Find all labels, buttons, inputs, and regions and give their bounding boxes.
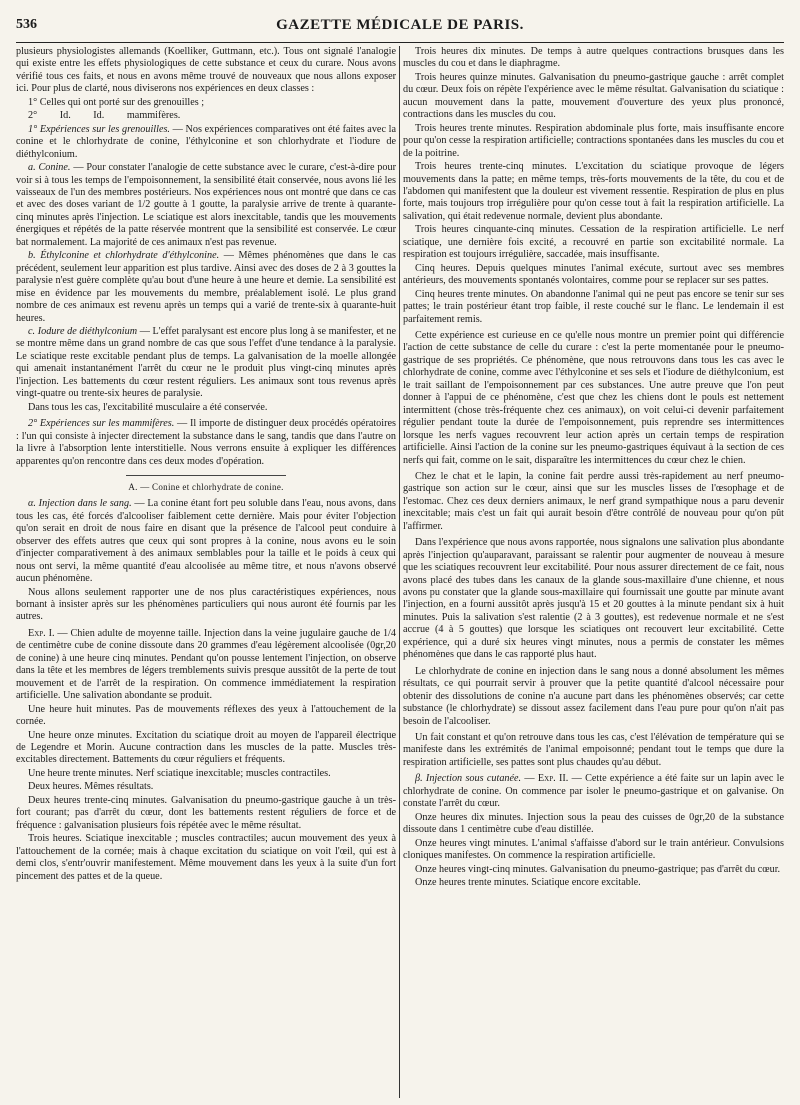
paragraph: Trois heures trente minutes. Respiration abdominale plus forte, mais insuffisante encore pour qu'on cesse la respiration artificielle; contractions spontanées dans les muscles du cou et de la poitrine.	[403, 122, 784, 159]
column-divider	[399, 46, 400, 1098]
paragraph: Une heure onze minutes. Excitation du sciatique droit au moyen de l'appareil électrique de Legendre et Morin. Aucune contraction dans les muscles de la patte. Muscles très-excitables directement. Battements du cœur réguliers et fréquents.	[16, 729, 396, 766]
right-column	[403, 46, 784, 1098]
paragraph-text: — L'effet paralysant est encore plus long à se manifester, et ne se montre même dans un grand nombre de cas que sous l'effet d'une tendance à la paralysie. Le sciatique reste excitable pendant plus de temps. La galvanisation de la moelle allongée qui amenait instantanément l'arrêt du cœur ne le produit plus vingt-cinq minutes après l'injection. Les battements du cœur restent réguliers. Les animaux sont tous revenus après vingt-quatre ou trente-six heures de paralysie.	[16, 325, 396, 400]
paragraph: Un fait constant et qu'on retrouve dans tous les cas, c'est l'élévation de température qui se manifeste dans les extrémités de l'animal empoisonné; pendant tout le temps que dure la respiration artificielle, ses pattes sont plus chaudes qu'au début.	[403, 732, 784, 768]
paragraph: Deux heures trente-cinq minutes. Galvanisation du pneumo-gastrique gauche à un très-fort courant; pas d'arrêt du cœur, dont les battements restent réguliers de force et de fréquence : galvanisation plusieurs fois répétée avec le même résultat.	[16, 794, 396, 831]
page-header	[16, 17, 784, 41]
paragraph: Onze heures vingt-cinq minutes. Galvanisation du pneumo-gastrique; pas d'arrêt du cœur.	[415, 863, 781, 875]
paragraph: Dans l'expérience que nous avons rapportée, nous signalons une salivation plus abondante après l'injection qu'auparavant, paraissant se ralentir pour augmenter de nouveau à mesure que les sciatiques recouvrent leur excitabilité. Pour nous assurer directement de ce fait, nous avons placé des tubes dans les canaux de la glande sous-maxillaire d'une chienne, et nous avons pu constater que la glande sous-maxillaire qui fournissait une goutte par minute avant l'injection, en a fourni aussitôt après jusqu'à 15 et 20 gouttes à la minute pendant six à huit minutes. Puis la salivation s'est ralentie (2 à 3 gouttes), est redevenue normale et ne s'est accrue (4 à 5 gouttes) que lorsque les sciatiques ont recouvert leur excitabilité. Cette expérience, qui a duré six heures vingt minutes, nous a permis de constater les mêmes phénomènes que dans le cas rapporté plus haut.	[403, 537, 784, 661]
experiment-label: Exp. I.	[28, 627, 55, 639]
paragraph: Trois heures trente-cinq minutes. L'excitation du sciatique provoque de légers mouvements dans la patte; en même temps, très-forts mouvements de la tête, du cou et de l'abdomen qui manifestent que la douleur est vivement ressentie. Respiration de plus en plus forte, mais toujours trop irrégulière pour qu'on cesse tout à fait la respiration artificielle. La salivation, qui était redevenue normale, devient plus abondante.	[403, 161, 784, 222]
paragraph-text: — La conine étant fort peu soluble dans l'eau, nous avons, dans tous les cas, été forcés d'alcooliser faiblement cette dernière. Mais pour éviter l'objection qu'on serait en droit de nous faire en disant que la présence de l'alcool peut conduire à observer des effets autres que ceux qui sont propres à la conine, nous avons eu le soin d'injecter comparativement à des animaux semblables pour la taille et le poids à ceux qui nous ont servi, la même quantité d'eau alcoolisée au même titre, et nous n'avons observé aucun phénomène.	[16, 498, 396, 585]
paragraph-text: — Pour constater l'analogie de cette substance avec le curare, c'est-à-dire pour voir si à tous les temps de l'empoisonnement, la sensibilité était conservée, nous avons lié les vaisseaux de l'un des membres postérieurs. Nos expériences nous ont montré que dans ce cas et avec des doses variant de 1/2 goutte à 1 goutte, la paralysie arrive de trente à quarante-cinq minutes après l'injection. Le sciatique est alors inexcitable, tandis que les mouvements énergiques et répétés de la patte réservée montrent que la sensibilité est conservée. Le cœur bat normalement. La majorité de ces animaux n'est pas revenue.	[16, 162, 396, 248]
header-rule	[16, 42, 784, 43]
paragraph-text: — Cette expérience a été faite sur un lapin avec le chlorhydrate de conine. On commence par isoler le pneumo-gastrique et on galvanise. On constate l'arrêt du cœur.	[403, 773, 784, 810]
paragraph	[16, 250, 396, 325]
page-number: 536	[16, 17, 37, 32]
paragraph: Cinq heures. Depuis quelques minutes l'animal exécute, surtout avec ses membres antérieurs, des mouvements spontanés volontaires, comme pour se replacer sur ses pattes.	[403, 262, 784, 287]
paragraph: Cinq heures trente minutes. On abandonne l'animal qui ne peut pas encore se tenir sur ses pattes; le train postérieur étant trop faible, il reste couché sur le flanc. Le lendemain il est parfaitement remis.	[403, 288, 784, 325]
paragraph	[16, 326, 396, 401]
paragraph: Dans tous les cas, l'excitabilité musculaire a été conservée.	[28, 401, 268, 413]
paragraph: Trois heures dix minutes. De temps à autre quelques contractions brusques dans les muscles du cou et dans le diaphragme.	[403, 46, 784, 70]
paragraph: plusieurs physiologistes allemands (Koelliker, Guttmann, etc.). Tous ont signalé l'analogie qui existe entre les effets physiologiques de cette substance et ceux du curare. Nous avons vérifié tous ces faits, et nous en avons même trouvé de nouveaux que nous allons exposer ici. Pour plus de clarté, nous diviserons nos expériences en deux classes :	[16, 46, 396, 95]
paragraph-text: — Chien adulte de moyenne taille. Injection dans la veine jugulaire gauche de 1/4 de centimètre cube de conine dissoute dans 20 grammes d'eau légèrement alcoolisée (0gr,20 de conine) à une heure cinq minutes. Pendant qu'on pousse lentement l'injection, on observe dans la tête et les membres de légers tremblements suivis presque aussitôt de la perte de tout mouvement et de l'arrêt de la respiration. On commence immédiatement la respiration artificielle. Une salivation abondante se produit.	[16, 627, 396, 702]
subheading: 2° Expériences sur les mammifères.	[28, 418, 175, 430]
paragraph: Une heure huit minutes. Pas de mouvements réflexes des yeux à l'attouchement de la cornée.	[16, 703, 396, 728]
subheading: c. Iodure de diéthylconium	[28, 325, 138, 337]
subheading: α. Injection dans le sang.	[28, 498, 132, 510]
paragraph	[16, 162, 396, 249]
paragraph-text: — Il importe de distinguer deux procédés opératoires : l'un qui consiste à injecter directement la substance dans le sang, tandis que dans l'autre on la livre à l'absorption lente interstitielle. Nous verrons ensuite à expliquer les différences apparentes qu'on rencontre dans ces deux modes d'opération.	[16, 418, 396, 467]
left-column	[16, 46, 396, 1098]
subheading: β. Injection sous cutanée.	[415, 773, 522, 785]
separator-text: —	[521, 773, 538, 785]
paragraph	[403, 773, 784, 810]
paragraph-text: — Nos expériences comparatives ont été faites avec la conine et le chlorhydrate de conine, l'éthylconine et son chlorhydrate et l'iodure de diéthylconium.	[16, 123, 396, 160]
section-rule	[126, 475, 286, 476]
section-title: A. — Conine et chlorhydrate de conine.	[128, 481, 284, 492]
journal-title: GAZETTE MÉDICALE DE PARIS.	[276, 17, 524, 33]
paragraph	[16, 418, 396, 468]
subheading: a. Conine.	[28, 162, 71, 174]
paragraph: Trois heures quinze minutes. Galvanisation du pneumo-gastrique gauche : arrêt complet du cœur. Deux fois on répète l'expérience avec le même résultat. Galvanisation du sciatique : aucun mouvement dans la patte, mouvement d'ouverture des yeux plus prononcé, contractions dans les muscles du cou.	[403, 71, 784, 121]
list-item: 2° Id. Id. mammifères.	[28, 110, 181, 122]
paragraph: Trois heures. Sciatique inexcitable ; muscles contractiles; aucun mouvement des yeux à l'attouchement de la cornée; mais à chaque excitation du sciatique on voit l'œil, qui est à demi clos, s'entr'ouvrir manifestement. Même mouvement dans les yeux à la suite d'un fort pincement des pattes et de la queue.	[16, 833, 396, 882]
paragraph: Deux heures. Mêmes résultats.	[28, 781, 154, 793]
subheading: b. Éthylconine et chlorhydrate d'éthylconine.	[28, 250, 220, 262]
paragraph: Chez le chat et le lapin, la conine fait perdre aussi très-rapidement au nerf pneumo-gastrique son action sur le cœur, ainsi que sur les muscles lisses de l'œsophage et de l'estomac. Chez ces deux derniers animaux, le nerf grand sympathique nous a paru devenir inexcitable; mais c'est un fait qui aurait besoin d'être contrôlé de nouveau pour qu'on pût l'affirmer.	[403, 470, 784, 532]
paragraph	[16, 628, 396, 703]
paragraph: Onze heures trente minutes. Sciatique encore excitable.	[415, 877, 641, 888]
paragraph	[16, 124, 396, 161]
paragraph-text: — Mêmes phénomènes que dans le cas précédent, seulement leur apparition est plus tardive. Ainsi avec des doses de 2 à 3 gouttes la paralysie n'est guère complète qu'au bout d'une heure à une heure et demie. La sensibilité est mise en évidence par les mouvements du membre, préalablement isolé. Le plus grand nombre de ces animaux est revenu après un temps qui a varié de trente-six à quarante-huit heures.	[16, 250, 396, 324]
paragraph	[16, 498, 396, 585]
paragraph: Onze heures vingt minutes. L'animal s'affaisse d'abord sur le train antérieur. Convulsions cloniques manifestes. On commence la respiration artificielle.	[403, 837, 784, 862]
list-item: 1° Celles qui ont porté sur des grenouilles ;	[28, 96, 205, 108]
subheading: 1° Expériences sur les grenouilles.	[28, 123, 170, 135]
paragraph: Le chlorhydrate de conine en injection dans le sang nous a donné absolument les mêmes résultats, ce qui pourrait servir à prouver que la petite quantité d'alcool nécessaire pour obtenir des dissolutions de conine n'a aucune part dans les phénomènes observés; car cette substance (le chlorhydrate) se dissout assez facilement dans l'eau pure pour qu'on n'ait pas besoin de l'alcooliser.	[403, 665, 784, 727]
paragraph: Une heure trente minutes. Nerf sciatique inexcitable; muscles contractiles.	[28, 767, 331, 779]
paragraph: Nous allons seulement rapporter une de nos plus caractéristiques expériences, nous bornant à insister après sur les phénomènes particuliers qui nous auront été fournis par les autres.	[16, 586, 396, 623]
experiment-label: Exp. II.	[537, 773, 569, 785]
paragraph: Cette expérience est curieuse en ce qu'elle nous montre un premier point qui différencie l'action de cette substance de celle du curare : c'est la perte momentanée pour le pneumo-gastrique de ses propriétés. Ce phénomène, que nous retrouvons dans tous les cas avec le chlorhydrate de conine, comme avec l'éthylconine et ses sels et l'iodure de diéthylconium, est le trait saillant de l'empoisonnement par ces substances. Une autre preuve que l'on peut donner à l'appui de ce phénomène, c'est que chez les chiens dont le pouls est nettement intermittent (chose très-fréquente chez ces animaux), on voit celui-ci devenir parfaitement régulier pendant toute la durée de l'empoisonnement, puis reprendre ses intermittences lorsque les nerfs vagues recouvrent leur action après un certain temps de respiration artificielle. Ainsi l'action de la conine sur les pneumo-gastriques équivaut à la section de ces nerfs qui fait, comme on le sait, disparaître les intermittences du cœur chez le chien.	[403, 329, 784, 466]
paragraph: Onze heures dix minutes. Injection sous la peau des cuisses de 0gr,20 de la substance dissoute dans 1 centimètre cube d'eau distillée.	[403, 811, 784, 836]
paragraph: Trois heures cinquante-cinq minutes. Cessation de la respiration artificielle. Le nerf sciatique, une dernière fois excité, a recouvré en partie son excitabilité normale. La respiration est toujours irrégulière, saccadée, mais insuffisante.	[403, 224, 784, 261]
